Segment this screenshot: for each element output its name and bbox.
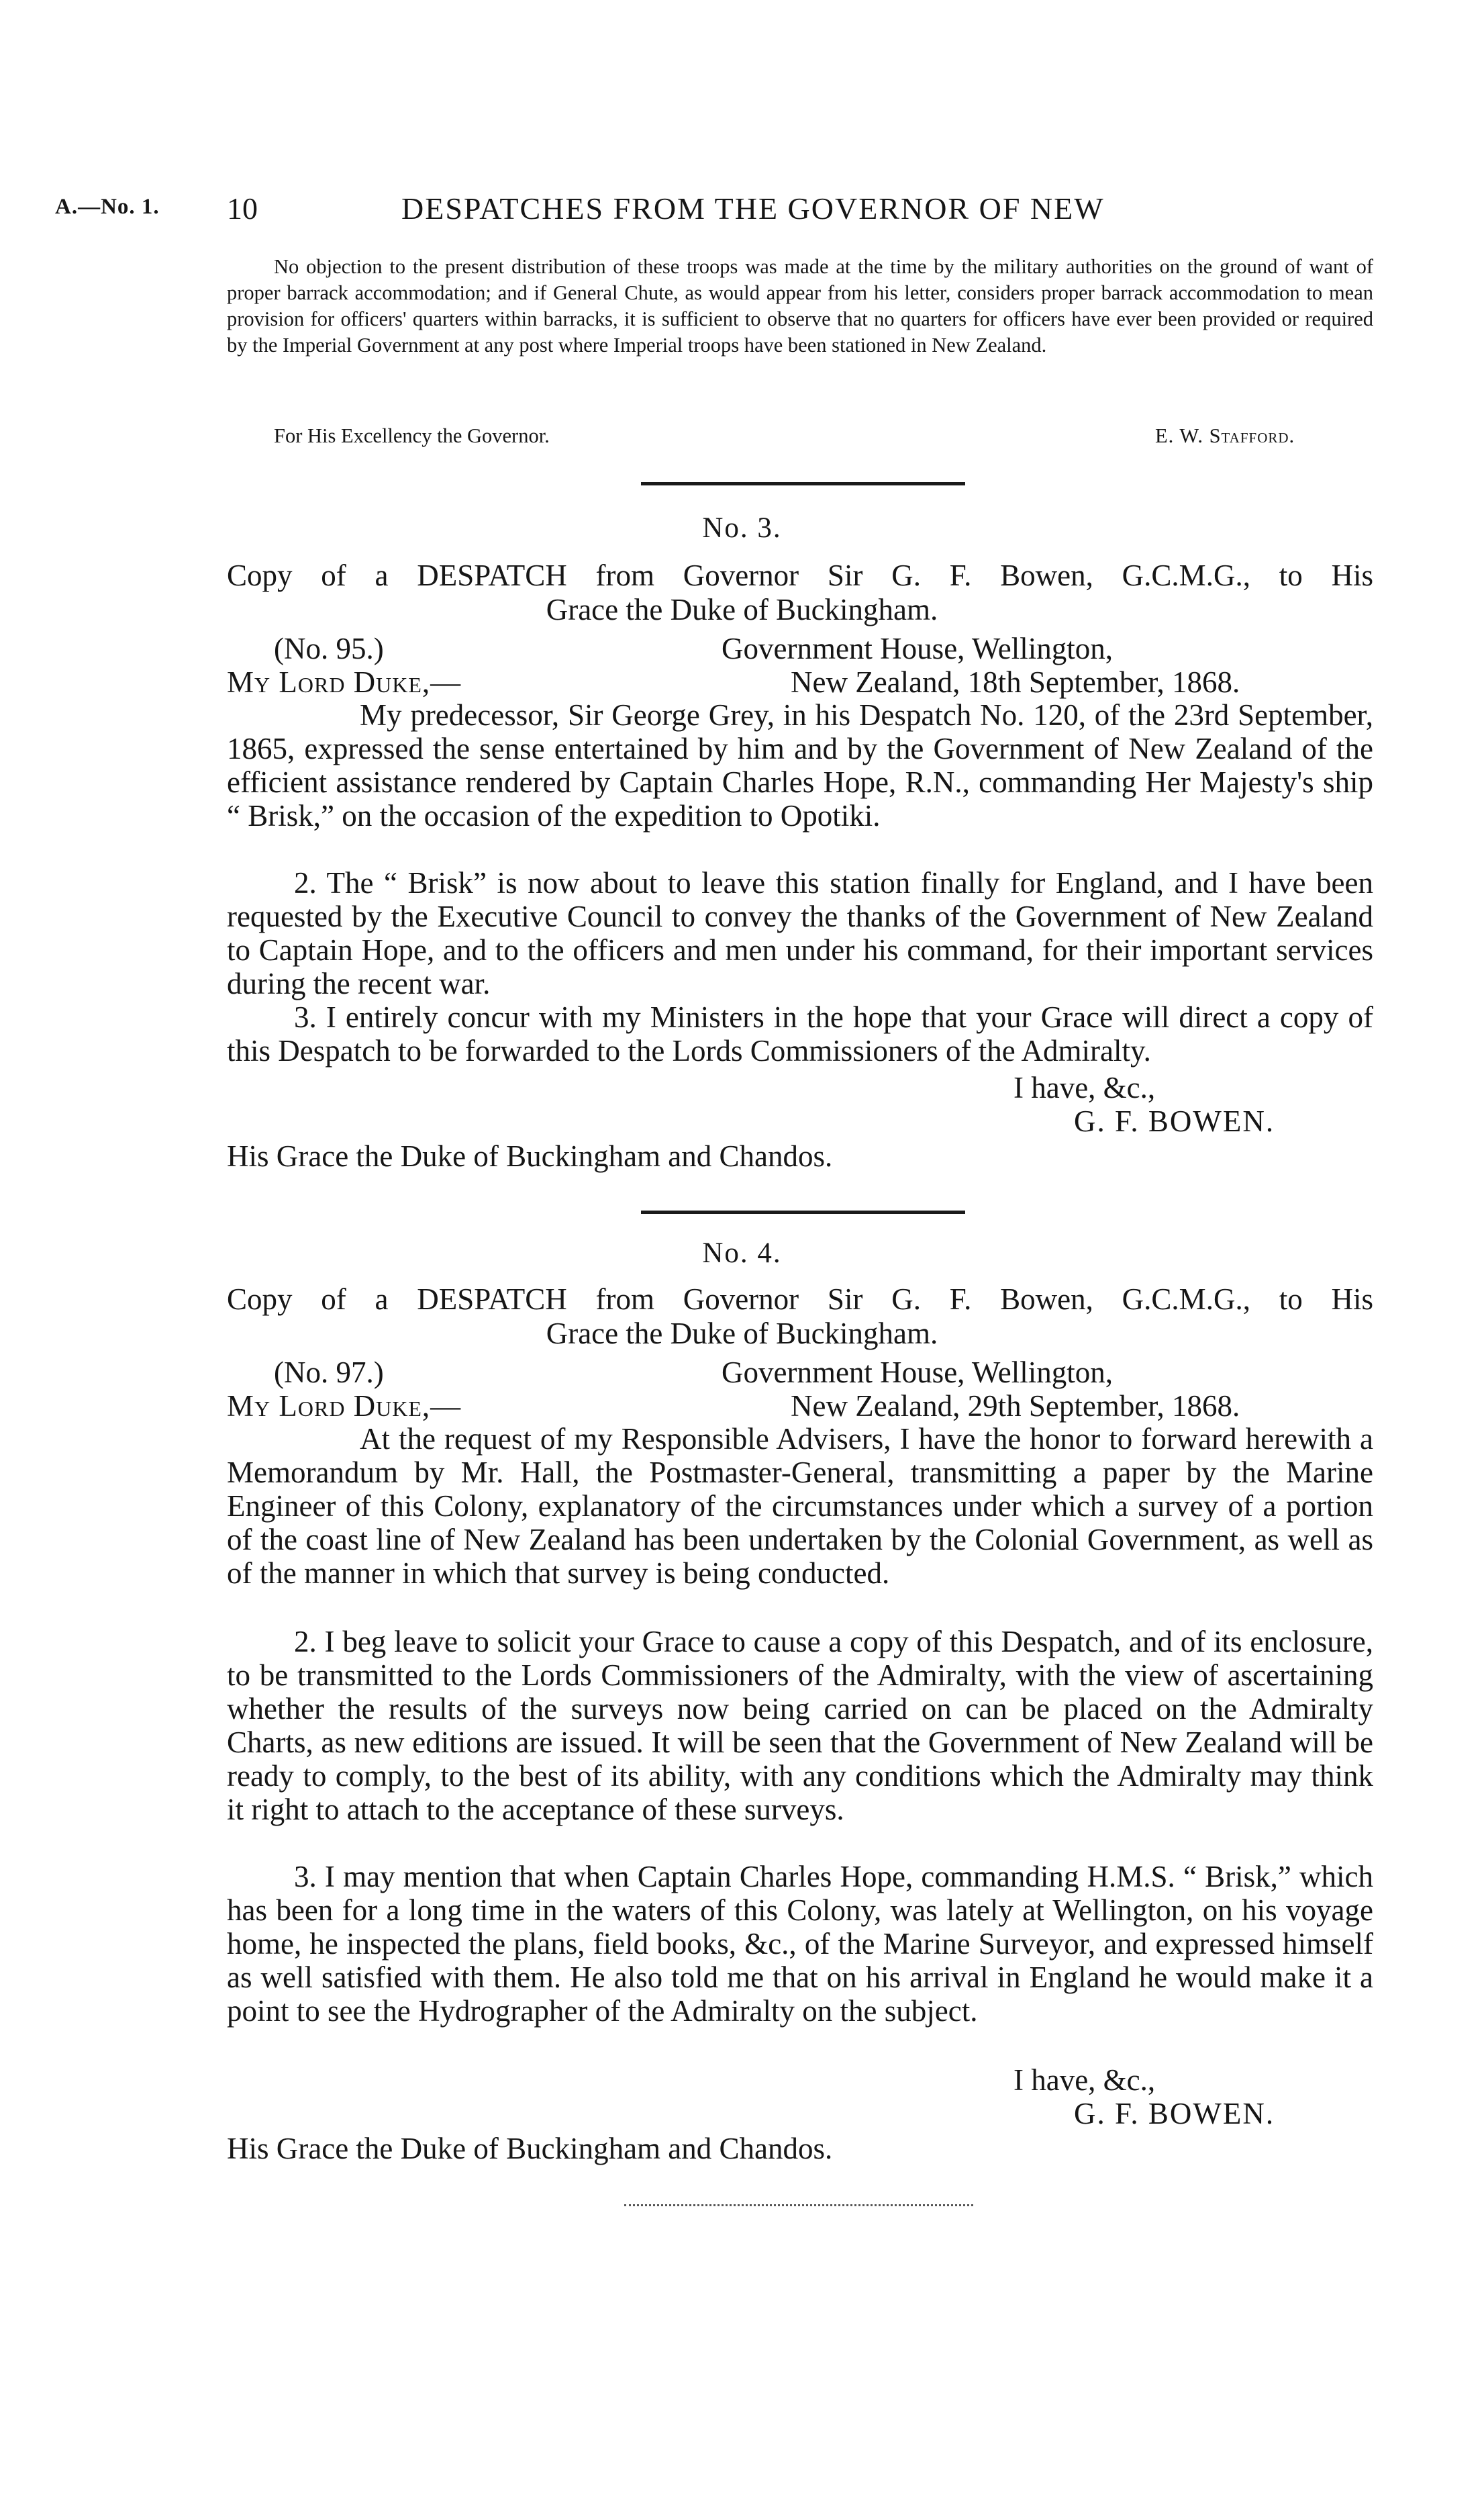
despatch-4-ref-number: (No. 97.) bbox=[274, 1356, 384, 1389]
despatch-4-copy-line: Copy of a DESPATCH from Governor Sir G. F. Bowen, G.C.M.G., to His bbox=[227, 1282, 1373, 1316]
end-divider bbox=[624, 2204, 973, 2206]
despatch-4-place: Government House, Wellington, bbox=[722, 1356, 1113, 1389]
section-divider bbox=[641, 1211, 965, 1214]
running-title: DESPATCHES FROM THE GOVERNOR OF NEW bbox=[401, 191, 1105, 226]
despatch-4-paragraph-2: 2. I beg leave to solicit your Grace to cause a copy of this Despatch, and of its enclosure, to be transmitted to the Lords Commissioners of the Admiralty, with the view of ascertaining whether the results of the surveys now being carried on can be placed on the Admiralty Charts, as new editions are issued. It will be seen that the Government of New Zealand will be ready to comply, to the best of its ability, with any conditions which the Admiralty may think it right to attach to the acceptance of these surveys. bbox=[227, 1625, 1373, 1826]
intro-signature: E. W. Stafford. bbox=[1155, 424, 1295, 447]
despatch-3-paragraph-2: 2. The “ Brisk” is now about to leave this station finally for England, and I have been requested by the Executive Council to convey the thanks of the Government of New Zealand to Captain Hope, and to the officers and men under his command, for their important services during the recent war. bbox=[227, 866, 1373, 1000]
despatch-4-addressee: His Grace the Duke of Buckingham and Chandos. bbox=[227, 2132, 833, 2165]
despatch-3-paragraph-1: My predecessor, Sir George Grey, in his Despatch No. 120, of the 23rd September, 1865, expressed the sense entertained by him and by the Government of New Zealand of the efficient assistance rendered by Captain Charles Hope, R.N., commanding Her Majesty's ship “ Brisk,” on the occasion of the expedition to Opotiki. bbox=[227, 698, 1373, 833]
despatch-3-number: No. 3. bbox=[702, 512, 782, 544]
despatch-4-paragraph-1: At the request of my Responsible Advisers, I have the honor to forward herewith a Memorandum by Mr. Hall, the Postmaster-General, transmitting a paper by the Marine Engineer of this Colony, explanatory of the circumstances under which a survey of a portion of the coast line of New Zealand has been undertaken by the Colonial Government, as well as of the manner in which that survey is being conducted. bbox=[227, 1422, 1373, 1590]
intro-for-line: For His Excellency the Governor. bbox=[274, 424, 550, 447]
despatch-3-place: Government House, Wellington, bbox=[722, 632, 1113, 665]
page-number: 10 bbox=[227, 191, 258, 226]
section-divider bbox=[641, 482, 965, 485]
despatch-4-date: New Zealand, 29th September, 1868. bbox=[791, 1389, 1240, 1423]
document-reference: A.—No. 1. bbox=[55, 195, 160, 219]
despatch-3-paragraph-3: 3. I entirely concur with my Ministers in the hope that your Grace will direct a copy of this Despatch to be forwarded to the Lords Commissioners of the Admiralty. bbox=[227, 1000, 1373, 1068]
despatch-3-addressee: His Grace the Duke of Buckingham and Chandos. bbox=[227, 1139, 833, 1173]
despatch-3-copy-line-2: Grace the Duke of Buckingham. bbox=[546, 593, 938, 626]
despatch-4-closing: I have, &c., bbox=[1013, 2063, 1156, 2097]
despatch-4-salutation: My Lord Duke,— bbox=[227, 1389, 462, 1423]
despatch-3-date: New Zealand, 18th September, 1868. bbox=[791, 665, 1240, 699]
despatch-4-copy-line-2: Grace the Duke of Buckingham. bbox=[546, 1317, 938, 1350]
despatch-4-number: No. 4. bbox=[702, 1237, 782, 1269]
despatch-3-ref-number: (No. 95.) bbox=[274, 632, 384, 665]
despatch-4-paragraph-3: 3. I may mention that when Captain Charles Hope, commanding H.M.S. “ Brisk,” which has been for a long time in the waters of this Colony, was lately at Wellington, on his voyage home, he inspected the plans, field books, &c., of the Marine Surveyor, and expressed himself as well satisfied with them. He also told me that on his arrival in England he would make it a point to see the Hydrographer of the Admiralty on the subject. bbox=[227, 1860, 1373, 2028]
despatch-3-copy-line: Copy of a DESPATCH from Governor Sir G. F. Bowen, G.C.M.G., to His bbox=[227, 559, 1373, 592]
despatch-4-signature: G. F. BOWEN. bbox=[1074, 2097, 1275, 2130]
despatch-3-salutation: My Lord Duke,— bbox=[227, 665, 462, 699]
despatch-3-closing: I have, &c., bbox=[1013, 1071, 1156, 1104]
intro-paragraph: No objection to the present distribution of these troops was made at the time by the military authorities on the ground of want of proper barrack accommodation; and if General Chute, as would appear from his letter, considers proper barrack accommodation to mean provision for officers' quarters within barracks, it is sufficient to observe that no quarters for officers have ever been provided or required by the Imperial Government at any post where Imperial troops have been stationed in New Zealand. bbox=[227, 255, 1373, 357]
despatch-3-signature: G. F. BOWEN. bbox=[1074, 1104, 1275, 1138]
